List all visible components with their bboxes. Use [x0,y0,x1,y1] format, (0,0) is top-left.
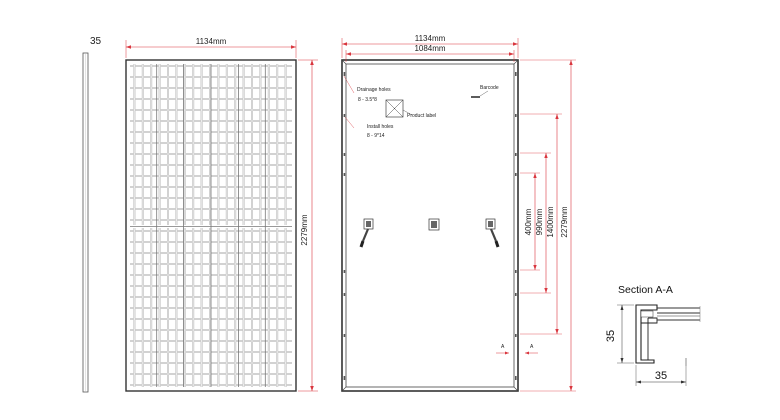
frame-depth-label: 35 [90,36,102,47]
barcode-text: Barcode [480,85,499,91]
back-width-outer-label: 1134mm [414,34,446,43]
section-width-label: 35 [654,370,668,382]
section-title: Section A-A [618,284,673,296]
front-width-label: 1134mm [195,37,227,46]
section-height-label: 35 [605,329,617,343]
drainage-spec-text: 8 - 3.5*8 [358,97,377,103]
side-view [83,53,88,392]
section-marker-left-label: A [501,344,505,350]
section-marker-right [525,352,538,355]
section-profile [636,305,700,366]
front-view [126,60,296,391]
dim-2279-label: 2279mm [560,206,569,238]
dim-400-label: 400mm [524,208,533,236]
drainage-holes-text: Drainage holes [357,87,391,93]
dim-990-label: 990mm [535,208,544,236]
dim-1400-label: 1400mm [546,206,555,238]
install-spec-text: 8 - 9*14 [367,133,385,139]
junction-box-center [429,219,439,230]
product-label-text: Product label [407,113,437,119]
install-holes-text: Install holes [367,124,394,130]
section-marker-right-label: A [530,344,534,350]
front-height-label: 2279mm [300,214,309,246]
back-width-inner-label: 1084mm [414,44,446,53]
